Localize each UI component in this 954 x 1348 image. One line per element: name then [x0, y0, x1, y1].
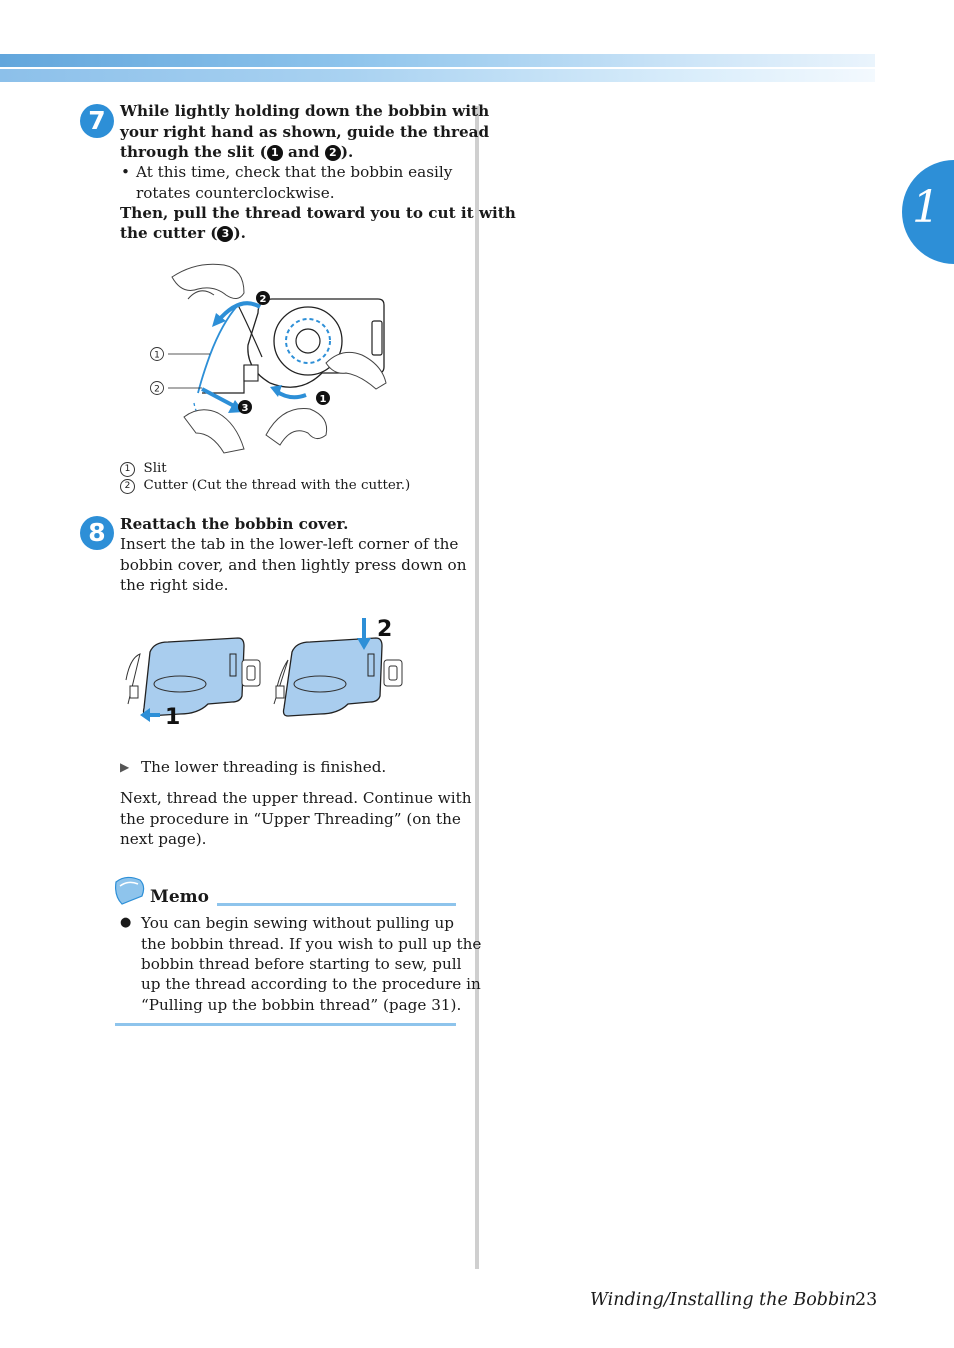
footer-section: Winding/Installing the Bobbin	[590, 1290, 857, 1310]
svg-text:1: 1	[319, 394, 327, 405]
step-8-body: bobbin cover, and then lightly press down on	[120, 555, 467, 574]
memo-text: bobbin thread before starting to sew, pull	[141, 955, 462, 973]
step-7-line: Then, pull the thread toward you to cut it with	[120, 204, 516, 222]
bottom-hand-icon	[266, 409, 327, 445]
step-8-body: the right side.	[120, 576, 229, 594]
cover-right	[274, 638, 402, 716]
step-8-title: Reattach the bobbin cover.	[120, 515, 349, 533]
bobbin-cover-illustration	[120, 612, 420, 732]
slit-plate	[202, 365, 244, 393]
header-band	[0, 54, 875, 82]
cover-tab	[130, 686, 138, 698]
slit-block	[244, 365, 258, 381]
step-7-line: your right hand as shown, guide the thread	[120, 122, 490, 141]
pinch-hand-icon	[184, 410, 244, 453]
step-8-number: 8	[80, 516, 114, 550]
memo-bullet-icon: ●	[120, 915, 132, 930]
chapter-number: 1	[912, 182, 940, 233]
caption-slit: 1 Slit	[120, 460, 167, 477]
case-latch	[242, 660, 260, 686]
svg-text:2: 2	[259, 294, 267, 305]
svg-text:1: 1	[154, 350, 160, 361]
memo-title: Memo	[150, 887, 209, 907]
header-band-stripe	[0, 54, 875, 67]
left-hand-icon	[172, 264, 244, 298]
cut-arrow	[202, 389, 236, 407]
case-latch	[372, 321, 382, 355]
ref-2-icon: 2	[325, 145, 341, 161]
bobbin-threading-illustration	[140, 255, 400, 455]
step-8-body: Insert the tab in the lower-left corner of the	[120, 535, 459, 553]
svg-text:3: 3	[241, 403, 249, 414]
next-text: Next, thread the upper thread. Continue with	[120, 789, 472, 807]
next-text: next page).	[120, 830, 207, 848]
cover-left	[126, 638, 260, 716]
svg-text:2: 2	[154, 384, 160, 395]
left-hand-icon	[188, 291, 214, 299]
guide-arrow	[218, 303, 260, 321]
step-7-line: the cutter ( 3 ).	[120, 224, 246, 242]
column-divider	[475, 106, 479, 1269]
step-7-line: through the slit ( 1 and 2 ).	[120, 143, 354, 161]
step-7-note: rotates counterclockwise.	[136, 183, 335, 202]
page-number: 23	[855, 1290, 878, 1310]
result-marker-icon: ▶	[120, 760, 130, 774]
ref-3-icon: 3	[217, 226, 233, 242]
result-text: The lower threading is finished.	[141, 758, 387, 776]
label-cutter	[151, 382, 164, 395]
ref-1-icon: 1	[267, 145, 283, 161]
arrow-2-label: 2	[377, 617, 393, 642]
caption-cutter: 2 Cutter (Cut the thread with the cutter.)	[120, 477, 410, 494]
step-7-line: While lightly holding down the bobbin with	[120, 102, 490, 120]
callout-3	[238, 400, 252, 414]
memo-text: “Pulling up the bobbin thread” (page 31).	[141, 995, 462, 1014]
callout-1	[316, 391, 330, 405]
case-latch	[384, 660, 402, 686]
bobbin-center	[296, 329, 320, 353]
memo-text: You can begin sewing without pulling up	[141, 914, 455, 932]
rotate-arrow	[276, 391, 306, 397]
step-7-bullet: •	[121, 163, 130, 181]
step-7-number: 7	[80, 104, 114, 138]
memo-icon	[112, 876, 148, 906]
label-slit	[151, 348, 164, 361]
arrow-1-label: 1	[165, 705, 181, 730]
callout-2	[256, 291, 270, 305]
memo-bottom-rule	[115, 1023, 456, 1026]
cover-tab	[276, 686, 284, 698]
memo-text: the bobbin thread. If you wish to pull up the	[141, 934, 482, 953]
chapter-tab	[902, 160, 954, 264]
next-text: the procedure in “Upper Threading” (on the	[120, 809, 461, 828]
header-band-stripe	[0, 69, 875, 82]
memo-rule	[217, 903, 456, 906]
memo-text: up the thread according to the procedure in	[141, 975, 481, 993]
step-7-note: At this time, check that the bobbin easily	[136, 163, 453, 181]
